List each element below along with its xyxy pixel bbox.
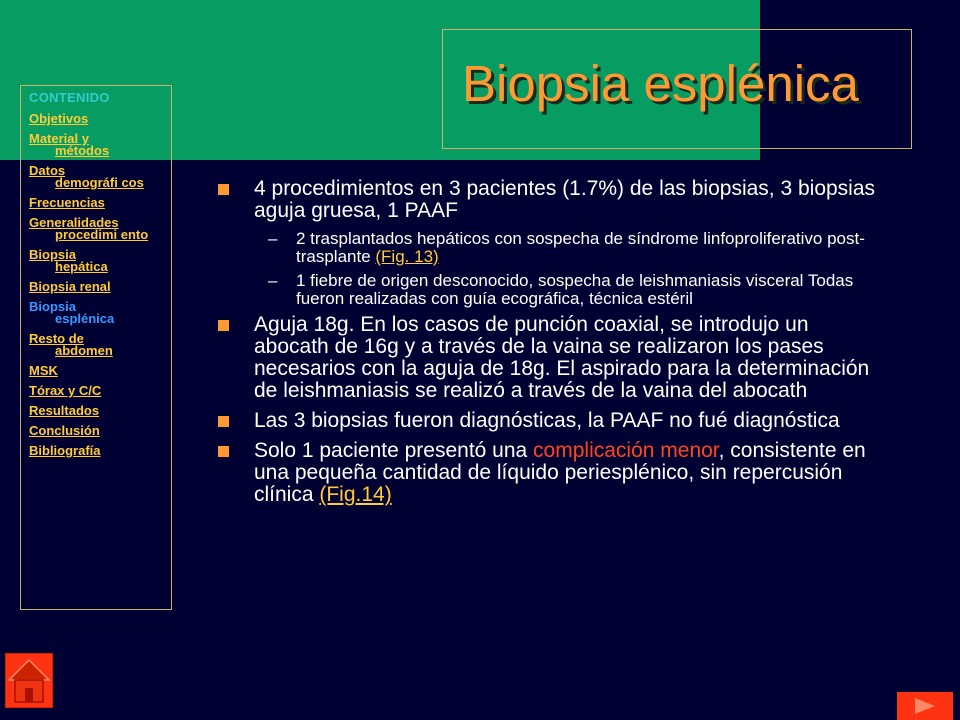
sidebar-item-objetivos[interactable]: Objetivos	[29, 111, 89, 126]
sidebar-item-datos-demograficos[interactable]: Datos demográfi cos	[29, 163, 144, 190]
home-icon	[6, 654, 52, 707]
slide-content	[218, 178, 883, 514]
next-arrow-icon	[897, 692, 953, 720]
sidebar-item-bibliografia[interactable]: Bibliografía	[29, 443, 101, 458]
bullet-aguja: Aguja 18g. En los casos de punción coaxial, se introdujo un abocath de 16g y a través de la vaina se realizaron los pases necesarios con la aguja de 18g. El aspirado para la determinación de leishmaniasis se realizó a través de la vaina del abocath	[218, 314, 883, 402]
sidebar-item-conclusion[interactable]: Conclusión	[29, 423, 100, 438]
next-button[interactable]	[897, 692, 953, 720]
sidebar-nav	[20, 85, 172, 610]
bullet-complicacion: Solo 1 paciente presentó una complicación menor, consistente en una pequeña cantidad de líquido periesplénico, sin repercusión clínica (Fig.14)	[218, 440, 883, 506]
bullet-diagnosticas: Las 3 biopsias fueron diagnósticas, la PAAF no fué diagnóstica	[218, 410, 883, 432]
sidebar-heading: CONTENIDO	[29, 90, 110, 105]
home-button[interactable]	[5, 653, 53, 708]
sidebar-item-msk[interactable]: MSK	[29, 363, 58, 378]
sidebar-item-material-metodos[interactable]: Material y métodos	[29, 131, 110, 158]
fig-14-link[interactable]: (Fig.14)	[319, 483, 392, 506]
sidebar-item-torax[interactable]: Tórax y C/C	[29, 383, 102, 398]
sidebar-item-resto-abdomen[interactable]: Resto de abdomen	[29, 331, 113, 358]
fig-13-link[interactable]: (Fig. 13)	[375, 247, 439, 266]
complicacion-highlight: complicación menor	[533, 439, 719, 462]
sub-bullet-fiebre: – 1 fiebre de origen desconocido, sospecha de leishmaniasis visceral Todas fueron realizadas con guía ecográfica, técnica estéril	[268, 271, 854, 308]
bullet-procedimientos: 4 procedimientos en 3 pacientes (1.7%) de las biopsias, 3 biopsias aguja gruesa, 1 PAAF	[218, 178, 883, 222]
sidebar-item-frecuencias[interactable]: Frecuencias	[29, 195, 105, 210]
sidebar-item-biopsia-renal[interactable]: Biopsia renal	[29, 279, 111, 294]
dash-marker: –	[268, 271, 278, 290]
sidebar-item-resultados[interactable]: Resultados	[29, 403, 100, 418]
sub-bullet-trasplantados: – 2 trasplantados hepáticos con sospecha de síndrome linfoproliferativo post-trasplante (Fig. 13)	[268, 229, 865, 266]
sidebar-list	[29, 113, 171, 457]
slide-title: Biopsia esplénica	[462, 55, 859, 112]
dash-marker: –	[268, 229, 278, 248]
sidebar-item-biopsia-hepatica[interactable]: Biopsia hepática	[29, 247, 108, 274]
sidebar-item-biopsia-esplenica[interactable]: Biopsia esplénica	[29, 299, 115, 326]
sidebar-item-generalidades[interactable]: Generalidades procedimi ento	[29, 215, 149, 242]
